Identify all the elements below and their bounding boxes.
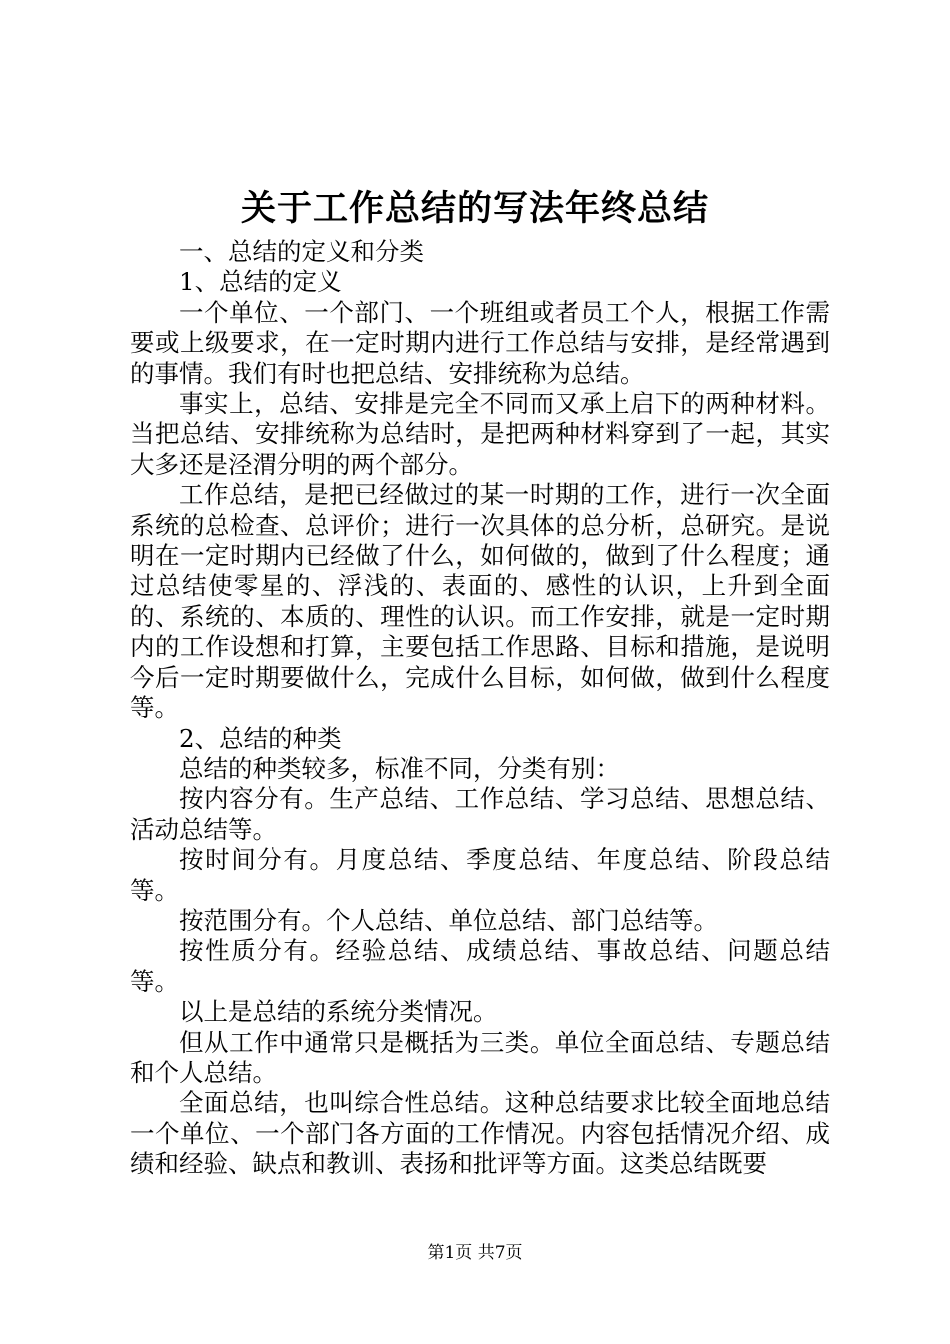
paragraph: 一个单位、一个部门、一个班组或者员工个人，根据工作需要或上级要求，在一定时期内进行工作总结与安排，是经常遇到的事情。我们有时也把总结、安排统称为总结。 (130, 297, 830, 388)
paragraph: 事实上，总结、安排是完全不同而又承上启下的两种材料。当把总结、安排统称为总结时，是把两种材料穿到了一起，其实大多还是泾渭分明的两个部分。 (130, 389, 830, 479)
paragraph: 全面总结，也叫综合性总结。这种总结要求比较全面地总结一个单位、一个部门各方面的工作情况。内容包括情况介绍、成绩和经验、缺点和教训、表扬和批评等方面。这类总结既要 (130, 1088, 830, 1179)
paragraph: 但从工作中通常只是概括为三类。单位全面总结、专题总结和个人总结。 (130, 1027, 830, 1087)
subsection-heading: 1、总结的定义 (179, 267, 342, 297)
paragraph: 工作总结，是把已经做过的某一时期的工作，进行一次全面系统的总检查、总评价；进行一次具体的总分析，总研究。是说明在一定时期内已经做了什么，如何做的，做到了什么程度；通过总结使零星的、浮浅的、表面的、感性的认识，上升到全面的、系统的、本质的、理性的认识。而工作安排，就是一定时期内的工作设想和打算，主要包括工作思路、目标和措施，是说明今后一定时期要做什么，完成什么目标，如何做，做到什么程度等。 (130, 480, 830, 723)
paragraph: 按内容分有。生产总结、工作总结、学习总结、思想总结、活动总结等。 (130, 784, 830, 844)
paragraph: 按性质分有。经验总结、成绩总结、事故总结、问题总结等。 (130, 936, 830, 996)
document-body (130, 237, 830, 1180)
page-number-footer: 第1页 共7页 (427, 1243, 523, 1263)
paragraph: 总结的种类较多，标准不同，分类有别： (179, 753, 620, 783)
paragraph: 按范围分有。个人总结、单位总结、部门总结等。 (179, 905, 718, 935)
document-title: 关于工作总结的写法年终总结 (240, 188, 709, 229)
section-heading: 一、总结的定义和分类 (179, 237, 424, 266)
paragraph: 以上是总结的系统分类情况。 (179, 997, 498, 1027)
subsection-heading: 2、总结的种类 (179, 723, 342, 753)
paragraph: 按时间分有。月度总结、季度总结、年度总结、阶段总结等。 (130, 845, 830, 905)
